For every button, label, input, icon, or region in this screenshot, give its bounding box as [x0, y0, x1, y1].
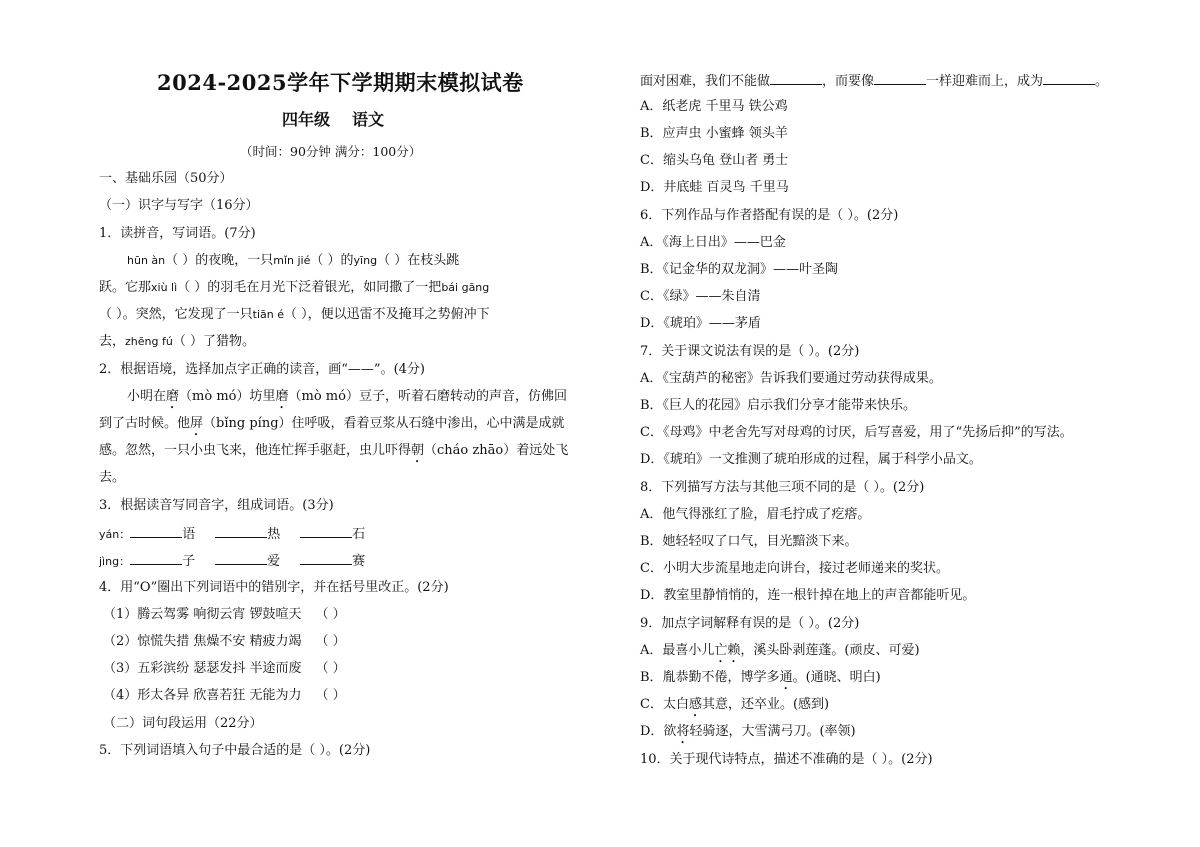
answer-blank[interactable]: [130, 524, 182, 538]
word-char: 热: [267, 527, 281, 542]
pinyin: yán：: [99, 528, 131, 541]
subject-label: 语文: [352, 110, 385, 129]
answer-blank[interactable]: [1043, 71, 1095, 85]
q9-option-d[interactable]: [640, 723, 856, 747]
pinyin: jìng：: [99, 555, 131, 568]
q2-line-3: [99, 442, 568, 466]
pinyin: zhēng fú: [125, 335, 173, 348]
q2-line-2: [99, 415, 565, 439]
answer-blank[interactable]: [130, 551, 182, 565]
blank-text[interactable]: （ ）。突然，它发现了一只: [99, 307, 253, 322]
part-two-heading: （二）词句段运用（22分）: [103, 716, 263, 731]
q1-line-1: [127, 252, 459, 270]
dotted-char: 磨: [275, 389, 289, 404]
q2-title: 2．根据语境，选择加点字正确的读音，画“——”。(4分): [99, 362, 425, 377]
q10-title: 10．关于现代诗特点，描述不准确的是（ ）。(2分): [640, 752, 933, 767]
q1-line-2: [99, 279, 489, 297]
answer-blank[interactable]: [215, 524, 267, 538]
q3-row-yan: [99, 524, 365, 544]
blank-text[interactable]: （ ），便以迅雷不及掩耳之势俯冲下: [284, 307, 490, 322]
text: 跃。它那: [99, 280, 152, 295]
q8-title: 8．下列描写方法与其他三项不同的是（ ）。(2分): [640, 480, 925, 495]
exam-meta: （时间：90分钟 满分：100分）: [240, 144, 422, 159]
q4-item-2: [103, 633, 346, 651]
q8-option-a[interactable]: A．他气得涨红了脸，眉毛拧成了疙瘩。: [640, 507, 871, 522]
word-group: 惊慌失措 焦燥不安 精疲力竭: [137, 634, 302, 649]
word-char: 石: [352, 527, 366, 542]
q1-line-4: [99, 333, 255, 351]
dotted-word: 通: [779, 670, 793, 685]
blank-text[interactable]: （ ）的: [310, 253, 354, 268]
item-number: （2）: [103, 634, 138, 649]
answer-paren[interactable]: （ ）: [315, 661, 346, 676]
q5-option-c[interactable]: C．缩头乌龟 登山者 勇士: [640, 153, 789, 168]
answer-blank[interactable]: [215, 551, 267, 565]
blank-text[interactable]: （ ）的羽毛在月光下泛着银光，如同撒了一把: [177, 280, 442, 295]
answer-paren[interactable]: （ ）: [315, 607, 346, 622]
q9-option-c[interactable]: [640, 696, 829, 720]
text: 轻骑逐，大雪满弓刀。(率领): [689, 724, 856, 739]
pinyin: yīng: [353, 254, 378, 267]
q5-title: 5．下列词语填入句子中最合适的是（ ）。(2分): [99, 743, 371, 758]
answer-blank[interactable]: [300, 551, 352, 565]
answer-blank[interactable]: [874, 71, 926, 85]
word-group: 腾云驾雾 响彻云宵 锣鼓喧天: [137, 607, 302, 622]
q4-item-4: [103, 687, 346, 705]
grade-label: 四年级: [282, 110, 331, 129]
dotted-word: 将: [676, 724, 690, 739]
grade-subject: [282, 111, 384, 129]
reading-choice[interactable]: （bǐng píng）住呼吸，看着豆浆从石缝中渗出，心中满是成就: [203, 416, 565, 431]
text: 。: [1095, 74, 1109, 89]
q2-line-4: 去。: [99, 470, 126, 485]
dotted-char: 屏: [190, 416, 204, 431]
q5-sentence: [640, 71, 1108, 91]
text: A．最喜小儿: [640, 643, 715, 658]
q3-title: 3．根据读音写同音字，组成词语。(3分): [99, 498, 334, 513]
text: 感。忽然，一只小虫飞来，他连忙挥手驱赶，虫儿吓得: [99, 443, 412, 458]
text: C．太白: [640, 697, 689, 712]
pinyin: tiān é: [252, 308, 284, 321]
q6-option-c[interactable]: C．《绿》——朱自清: [640, 289, 761, 304]
text: D．欲: [640, 724, 677, 739]
dotted-word: 感: [688, 697, 702, 712]
pinyin: hūn àn: [127, 254, 166, 267]
answer-blank[interactable]: [770, 71, 822, 85]
word-char: 赛: [352, 554, 366, 569]
q7-option-b[interactable]: B．《巨人的花园》启示我们分享才能带来快乐。: [640, 398, 917, 413]
text: 到了古时候。他: [99, 416, 191, 431]
reading-choice[interactable]: （mò mó）坊里: [179, 389, 276, 404]
part-one-heading: （一）识字与写字（16分）: [99, 198, 259, 213]
q1-line-3: [99, 306, 490, 324]
answer-paren[interactable]: （ ）: [315, 688, 346, 703]
q8-option-c[interactable]: C．小明大步流星地走向讲台，接过老师递来的奖状。: [640, 561, 949, 576]
item-number: （3）: [103, 661, 138, 676]
q3-row-jing: [99, 551, 365, 571]
q7-option-a[interactable]: A．《宝葫芦的秘密》告诉我们要通过劳动获得成果。: [640, 371, 942, 386]
text: 其意，还卒业。(感到): [701, 697, 830, 712]
dotted-word: 亡赖: [714, 643, 741, 658]
word-char: 子: [182, 554, 196, 569]
section-basics: 一、基础乐园（50分）: [99, 171, 233, 186]
pinyin: bái gāng: [441, 281, 490, 294]
q5-option-b[interactable]: B．应声虫 小蜜蜂 领头羊: [640, 126, 788, 141]
q7-option-c[interactable]: C．《母鸡》中老舍先写对母鸡的讨厌，后写喜爱，用了“先扬后抑”的写法。: [640, 425, 1073, 440]
text: 去，: [99, 334, 126, 349]
text: 面对困难，我们不能做: [640, 74, 771, 89]
q4-item-1: [103, 606, 346, 624]
reading-choice[interactable]: （cháo zhāo）着远处飞: [424, 443, 569, 458]
q6-title: 6．下列作品与作者搭配有误的是（ ）。(2分): [640, 208, 899, 223]
q6-option-d[interactable]: D．《琥珀》——茅盾: [640, 316, 761, 331]
text: 一样迎难而上，成为: [926, 74, 1044, 89]
text: 。(通晓、明白): [792, 670, 881, 685]
answer-paren[interactable]: （ ）: [315, 634, 346, 649]
q5-option-a[interactable]: A．纸老虎 千里马 铁公鸡: [640, 99, 788, 114]
q1-title: 1．读拼音，写词语。(7分): [99, 226, 256, 241]
q4-item-3: [103, 660, 346, 678]
q6-option-b[interactable]: B．《记金华的双龙洞》——叶圣陶: [640, 262, 839, 277]
pinyin: mǐn jié: [273, 254, 311, 267]
q7-title: 7．关于课文说法有误的是（ ）。(2分): [640, 344, 860, 359]
q2-line-1: [127, 388, 567, 412]
q4-title: 4．用“O”圈出下列词语中的错别字，并在括号里改正。(2分): [99, 580, 449, 595]
blank-text[interactable]: （ ）了猎物。: [172, 334, 255, 349]
item-number: （4）: [103, 688, 138, 703]
text: ，溪头卧剥莲蓬。(顽皮、可爱): [740, 643, 920, 658]
q9-title: 9．加点字词解释有误的是（ ）。(2分): [640, 616, 860, 631]
word-char: 爱: [267, 554, 281, 569]
pinyin: xiù lì: [151, 281, 178, 294]
q8-option-d[interactable]: D．教室里静悄悄的，连一根针掉在地上的声音都能听见。: [640, 588, 976, 603]
blank-text[interactable]: （ ）在枝头跳: [377, 253, 460, 268]
word-char: 语: [182, 527, 196, 542]
dotted-char: 磨: [166, 389, 180, 404]
q8-option-b[interactable]: B．她轻轻叹了口气，目光黯淡下来。: [640, 534, 858, 549]
reading-choice[interactable]: （mò mó）豆子，听着石磨转动的声音，仿佛回: [288, 389, 567, 404]
answer-blank[interactable]: [300, 524, 352, 538]
text: 小明在: [127, 389, 167, 404]
word-group: 五彩滨纷 瑟瑟发抖 半途而废: [137, 661, 302, 676]
q7-option-d[interactable]: D．《琥珀》一文推测了琥珀形成的过程，属于科学小品文。: [640, 452, 982, 467]
dotted-char: 朝: [411, 443, 425, 458]
q9-option-b[interactable]: [640, 669, 881, 693]
word-group: 形太各异 欣喜若狂 无能为力: [137, 688, 302, 703]
q6-option-a[interactable]: A．《海上日出》——巴金: [640, 235, 786, 250]
q5-option-d[interactable]: D．井底蛙 百灵鸟 千里马: [640, 180, 789, 195]
exam-title: 2024-2025学年下学期期末模拟试卷: [157, 70, 524, 95]
item-number: （1）: [103, 607, 138, 622]
text: ，而要像: [822, 74, 875, 89]
text: B．胤恭勤不倦，博学多: [640, 670, 780, 685]
blank-text[interactable]: （ ）的夜晚，一只: [165, 253, 274, 268]
q9-option-a[interactable]: [640, 642, 920, 666]
